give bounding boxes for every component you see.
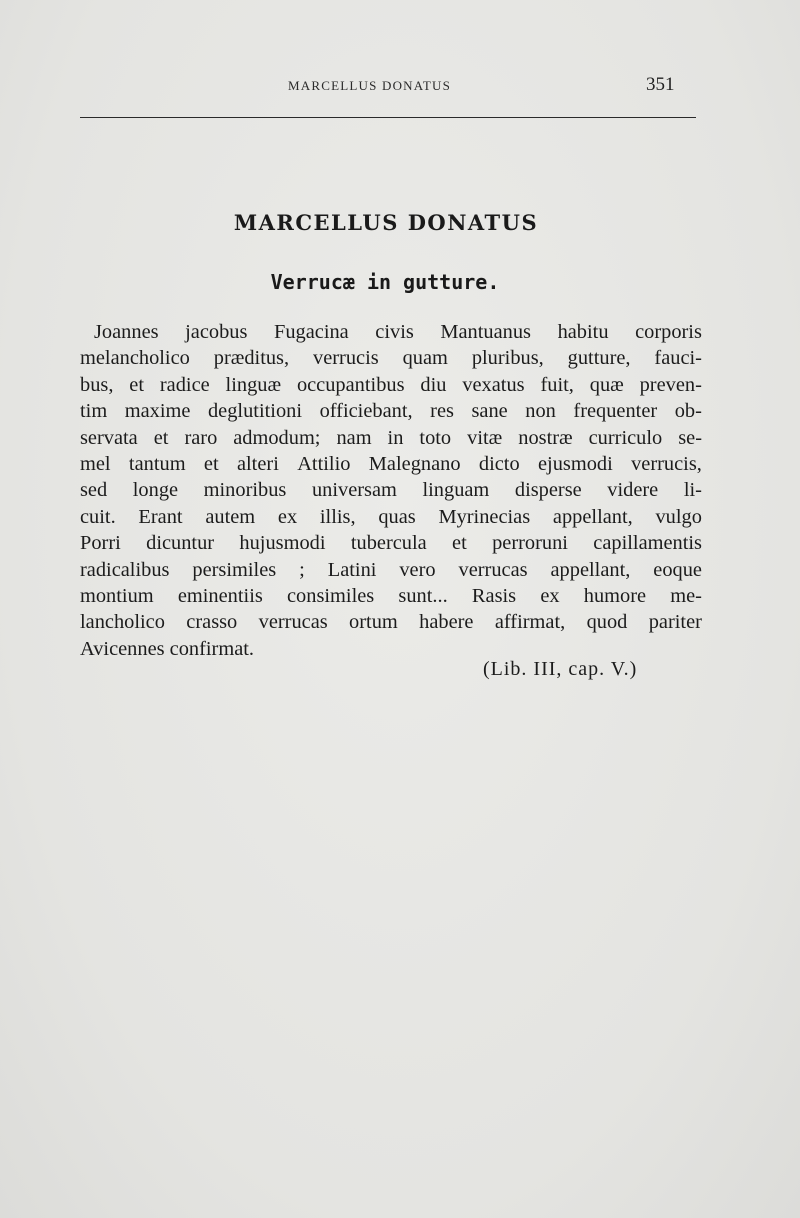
word: præditus, bbox=[213, 347, 290, 370]
word: fauci- bbox=[654, 347, 702, 370]
word: Erant bbox=[138, 505, 183, 528]
header-rule bbox=[80, 117, 696, 118]
word: res bbox=[430, 400, 454, 423]
text-line bbox=[80, 557, 702, 583]
word: quod bbox=[586, 611, 628, 634]
word: ortum bbox=[349, 611, 398, 634]
word: in bbox=[387, 426, 404, 449]
page-number: 351 bbox=[646, 74, 675, 95]
word: bus, bbox=[80, 373, 114, 396]
word: maxime bbox=[124, 400, 191, 423]
word: Attilio bbox=[297, 452, 351, 475]
word: vexatus bbox=[462, 373, 525, 396]
word: verrucas bbox=[458, 558, 528, 581]
word: Mantuanus bbox=[440, 321, 531, 343]
word: dicuntur bbox=[146, 532, 215, 555]
word: nam bbox=[336, 426, 372, 449]
word: appellant, bbox=[550, 558, 631, 581]
text-line bbox=[80, 451, 702, 477]
text-line bbox=[80, 609, 702, 635]
word: dicto bbox=[478, 452, 520, 475]
word: humore bbox=[583, 584, 647, 607]
section-title: Verrucæ in gutture. bbox=[270, 270, 500, 294]
word: verrucis bbox=[313, 347, 379, 370]
word: cuit. bbox=[80, 505, 116, 528]
word: quam bbox=[402, 347, 448, 370]
chapter-title: MARCELLUS DONATUS bbox=[233, 210, 539, 235]
word: videre bbox=[607, 479, 659, 502]
running-title: MARCELLUS DONATUS bbox=[288, 78, 452, 93]
word: capillamentis bbox=[593, 532, 702, 555]
word: eoque bbox=[653, 558, 702, 581]
word: et bbox=[452, 532, 467, 555]
text-line bbox=[80, 372, 702, 398]
word: sane bbox=[471, 400, 508, 423]
text-line bbox=[80, 425, 702, 451]
word: quæ bbox=[589, 373, 624, 396]
word: sed bbox=[80, 479, 108, 502]
word: montium bbox=[80, 584, 154, 607]
word: ob- bbox=[674, 400, 702, 423]
text-line bbox=[80, 345, 702, 371]
word: quas bbox=[378, 505, 416, 528]
word: Avicennes bbox=[80, 637, 165, 660]
word: hujusmodi bbox=[239, 532, 326, 555]
word: me- bbox=[670, 584, 702, 607]
word: vulgo bbox=[655, 505, 702, 528]
word: li- bbox=[683, 479, 702, 502]
word: Latini bbox=[327, 558, 377, 581]
word: alteri bbox=[236, 452, 279, 475]
word: appellant, bbox=[552, 505, 633, 528]
word: vero bbox=[399, 558, 436, 581]
word: universam bbox=[311, 479, 397, 502]
word: servata bbox=[80, 426, 138, 449]
word: radicalibus bbox=[80, 558, 170, 581]
word: habitu bbox=[557, 321, 609, 343]
word: ex bbox=[277, 505, 298, 528]
word: longe bbox=[132, 479, 179, 502]
word: preven- bbox=[639, 373, 702, 396]
word: habere bbox=[419, 611, 474, 634]
word: radice bbox=[159, 373, 210, 396]
word: occupantibus bbox=[296, 373, 405, 396]
word: admodum; bbox=[233, 426, 321, 449]
word: pariter bbox=[648, 611, 702, 634]
word: verrucas bbox=[258, 611, 328, 634]
citation: (Lib. III, cap. V.) bbox=[483, 658, 638, 680]
word: melancholico bbox=[80, 347, 190, 370]
word: autem bbox=[205, 505, 256, 528]
word: Porri bbox=[80, 532, 121, 555]
word: tubercula bbox=[350, 532, 427, 555]
text-line bbox=[80, 398, 702, 424]
word: diu bbox=[420, 373, 447, 396]
word: perroruni bbox=[492, 532, 568, 555]
word: consimiles bbox=[287, 584, 375, 607]
word: illis, bbox=[319, 505, 356, 528]
word: affirmat, bbox=[494, 611, 566, 634]
word: fuit, bbox=[540, 373, 574, 396]
word: ex bbox=[540, 584, 560, 607]
text-line bbox=[80, 583, 702, 609]
word: lancholico bbox=[80, 611, 165, 634]
word: non bbox=[525, 400, 556, 423]
text-line bbox=[80, 477, 702, 503]
word: ejusmodi bbox=[538, 452, 613, 475]
word: verrucis, bbox=[631, 452, 702, 475]
word: gutture, bbox=[567, 347, 631, 370]
word: nostræ bbox=[518, 426, 573, 449]
word: confirmat. bbox=[169, 637, 255, 660]
word: corporis bbox=[635, 321, 702, 343]
word: raro bbox=[184, 426, 218, 449]
body-paragraph bbox=[80, 319, 702, 662]
text-line bbox=[80, 319, 702, 345]
word: ; bbox=[299, 558, 305, 581]
word: linguæ bbox=[225, 373, 282, 396]
word: jacobus bbox=[185, 321, 248, 343]
word: toto bbox=[419, 426, 452, 449]
word: Rasis bbox=[471, 584, 517, 607]
word: pluribus, bbox=[471, 347, 544, 370]
word: Malegnano bbox=[368, 452, 461, 475]
word: se- bbox=[678, 426, 702, 449]
word: disperse bbox=[514, 479, 582, 502]
word: linguam bbox=[422, 479, 490, 502]
word: et bbox=[153, 426, 169, 449]
word: Myrinecias bbox=[438, 505, 531, 528]
word: persimiles bbox=[192, 558, 277, 581]
word: minoribus bbox=[203, 479, 287, 502]
word: et bbox=[129, 373, 145, 396]
word: tim bbox=[80, 400, 108, 423]
text-line bbox=[80, 504, 702, 530]
word: sunt... bbox=[398, 584, 448, 607]
word: tantum bbox=[128, 452, 186, 475]
word: crasso bbox=[186, 611, 238, 634]
word: Fugacina bbox=[273, 321, 349, 343]
word: eminentiis bbox=[177, 584, 263, 607]
running-head bbox=[0, 74, 800, 98]
word: vitæ bbox=[467, 426, 503, 449]
word: Joannes bbox=[94, 321, 159, 343]
word: mel bbox=[80, 452, 111, 475]
word: et bbox=[203, 452, 219, 475]
word: officiebant, bbox=[319, 400, 413, 423]
word: deglutitioni bbox=[207, 400, 303, 423]
word: civis bbox=[375, 321, 414, 343]
word: curriculo bbox=[588, 426, 663, 449]
word: frequenter bbox=[573, 400, 658, 423]
text-line bbox=[80, 530, 702, 556]
